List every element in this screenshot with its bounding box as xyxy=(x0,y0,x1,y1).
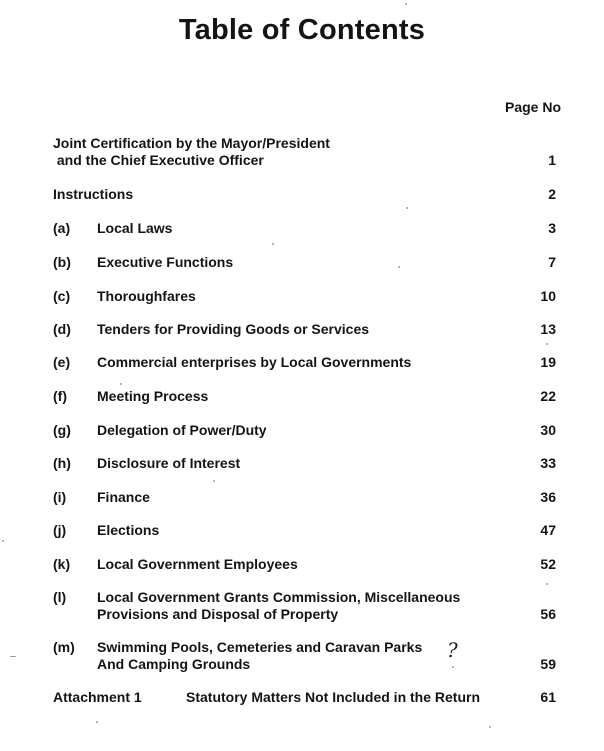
toc-entry-letter: (i) xyxy=(53,489,67,505)
toc-entry-letter: (d) xyxy=(53,321,71,337)
toc-entry-letter: (k) xyxy=(53,556,71,572)
toc-entry-letter: (a) xyxy=(53,220,71,236)
toc-entry-label: Thoroughfares xyxy=(97,288,196,304)
toc-entry-label: Meeting Process xyxy=(97,388,209,404)
scan-speck xyxy=(452,666,454,668)
toc-page-number: 2 xyxy=(548,186,556,202)
toc-page-number: 56 xyxy=(540,606,556,622)
toc-entry-label: Finance xyxy=(97,489,150,505)
toc-entry-label: Delegation of Power/Duty xyxy=(97,422,267,438)
toc-page-number: 13 xyxy=(540,321,556,337)
toc-page-number: 47 xyxy=(540,522,556,538)
toc-page-number: 30 xyxy=(540,422,556,438)
toc-entry-label-continued: Provisions and Disposal of Property xyxy=(97,606,339,622)
scan-speck xyxy=(10,656,16,657)
toc-entry-label: Disclosure of Interest xyxy=(97,455,241,471)
toc-entry-label: Joint Certification by the Mayor/President xyxy=(53,135,330,151)
toc-page-number: 59 xyxy=(540,656,556,672)
toc-page-number: 10 xyxy=(540,288,556,304)
toc-page-number: 19 xyxy=(540,354,556,370)
toc-page-number: 22 xyxy=(540,388,556,404)
scan-speck xyxy=(272,243,274,245)
toc-page-number: 3 xyxy=(548,220,556,236)
toc-entry-label: Executive Functions xyxy=(97,254,234,270)
toc-page-number: 7 xyxy=(548,254,556,270)
toc-entry-label: Swimming Pools, Cemeteries and Caravan Parks xyxy=(97,639,423,655)
toc-entry-label: Local Government Employees xyxy=(97,556,298,572)
toc-page-number: 61 xyxy=(540,689,556,705)
toc-attachment-label: Attachment 1 xyxy=(53,689,142,705)
toc-page-number: 33 xyxy=(540,455,556,471)
page-number-header: Page No xyxy=(505,99,562,115)
scan-speck xyxy=(96,721,98,723)
toc-attachment-title: Statutory Matters Not Included in the Return xyxy=(186,689,481,705)
toc-entry-letter: (l) xyxy=(53,589,67,605)
toc-entry-label: Elections xyxy=(97,522,160,538)
toc-entry-letter: (c) xyxy=(53,288,71,304)
toc-entry-letter: (j) xyxy=(53,522,67,538)
page-title: Table of Contents xyxy=(178,14,426,46)
toc-entry-label-continued: and the Chief Executive Officer xyxy=(53,152,264,168)
toc-entry-letter: (b) xyxy=(53,254,71,270)
toc-entry-letter: (f) xyxy=(53,388,67,404)
toc-entry-letter: (h) xyxy=(53,455,71,471)
toc-entry-label: Local Laws xyxy=(97,220,173,236)
toc-page-number: 36 xyxy=(540,489,556,505)
toc-entry-letter: (e) xyxy=(53,354,71,370)
scan-speck xyxy=(546,343,548,345)
scan-speck xyxy=(489,726,491,728)
toc-page-number: 1 xyxy=(548,152,556,168)
scan-speck xyxy=(546,583,548,585)
toc-entry-label: Local Government Grants Commission, Miscellaneous xyxy=(97,589,461,605)
scan-speck xyxy=(405,3,407,5)
scan-speck xyxy=(2,540,4,542)
toc-entry-label: Instructions xyxy=(53,186,134,202)
scan-speck xyxy=(406,207,408,209)
toc-entry-letter: (g) xyxy=(53,422,71,438)
toc-page-number: 52 xyxy=(540,556,556,572)
toc-entry-label-continued: And Camping Grounds xyxy=(97,656,251,672)
scan-speck xyxy=(398,266,400,268)
toc-entry-letter: (m) xyxy=(53,639,75,655)
scan-speck xyxy=(213,480,215,482)
handwritten-question-mark: ? xyxy=(447,638,458,662)
toc-entry-label: Commercial enterprises by Local Governments xyxy=(97,354,412,370)
toc-entry-label: Tenders for Providing Goods or Services xyxy=(97,321,370,337)
scan-speck xyxy=(120,383,122,385)
